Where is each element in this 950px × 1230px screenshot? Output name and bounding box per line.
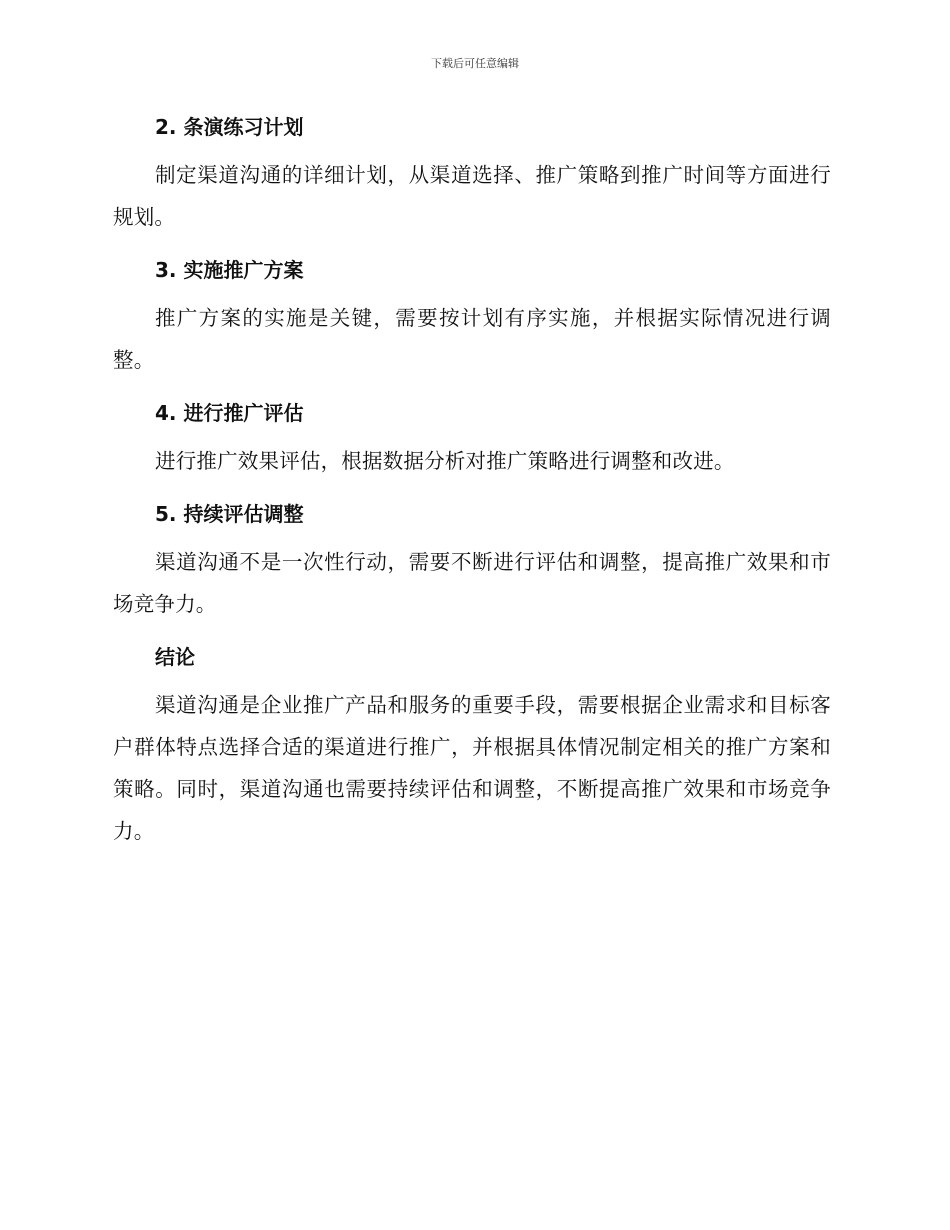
section-heading: 4. 进行推广评估 — [155, 401, 304, 425]
section-paragraph: 推广方案的实施是关键，需要按计划有序实施，并根据实际情况进行调整。 — [113, 306, 831, 372]
section-heading: 2. 条演练习计划 — [155, 115, 304, 139]
document-body — [113, 110, 831, 852]
section-heading: 3. 实施推广方案 — [155, 258, 304, 282]
conclusion-heading: 结论 — [155, 645, 195, 669]
section-paragraph: 进行推广效果评估，根据数据分析对推广策略进行调整和改进。 — [155, 449, 735, 473]
section-paragraph: 制定渠道沟通的详细计划，从渠道选择、推广策略到推广时间等方面进行规划。 — [113, 163, 831, 229]
section-heading: 5. 持续评估调整 — [155, 502, 304, 526]
section-paragraph: 渠道沟通不是一次性行动，需要不断进行评估和调整，提高推广效果和市场竞争力。 — [113, 550, 831, 616]
conclusion-paragraph: 渠道沟通是企业推广产品和服务的重要手段，需要根据企业需求和目标客户群体特点选择合适的渠道进行推广，并根据具体情况制定相关的推广方案和策略。同时，渠道沟通也需要持续评估和调整，不断提高推广效果和市场竞争力。 — [113, 693, 831, 843]
header-note: 下载后可任意编辑 — [431, 57, 519, 70]
